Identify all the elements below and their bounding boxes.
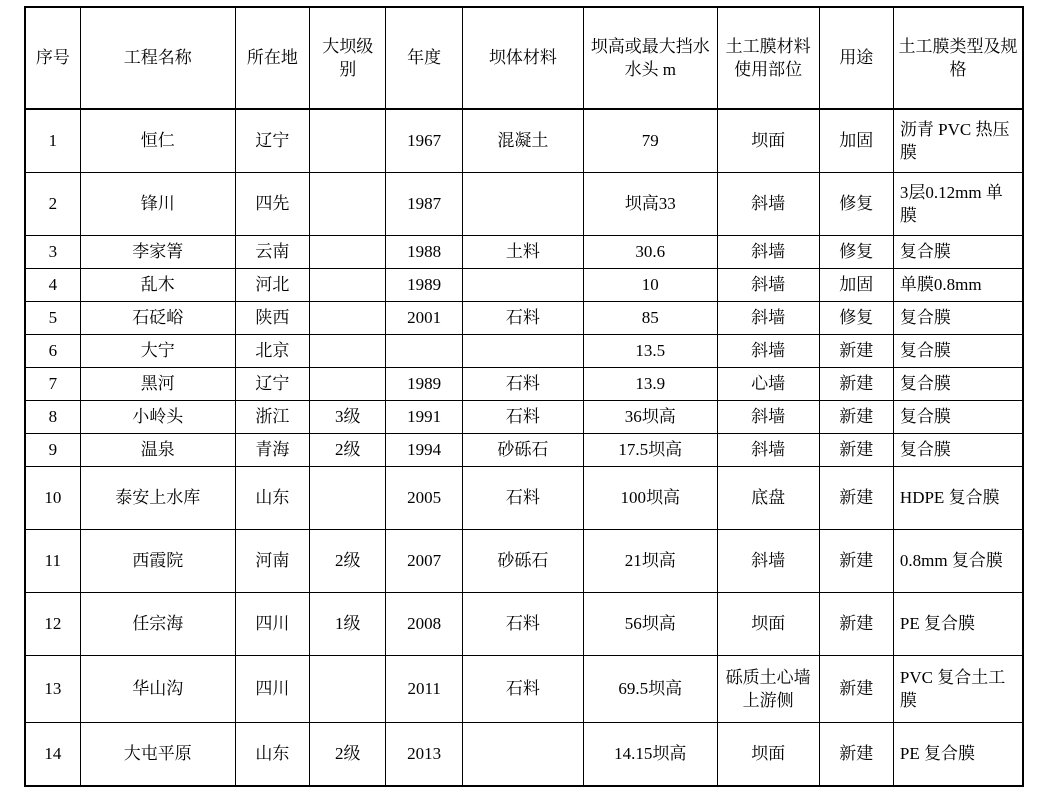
cell-location: 云南 <box>235 236 309 269</box>
cell-year: 2008 <box>386 593 462 656</box>
cell-grade <box>310 109 386 173</box>
cell-grade: 2级 <box>310 530 386 593</box>
cell-grade <box>310 269 386 302</box>
cell-location: 北京 <box>235 335 309 368</box>
cell-grade: 3级 <box>310 401 386 434</box>
cell-part: 底盘 <box>717 467 819 530</box>
cell-no: 1 <box>25 109 80 173</box>
cell-location: 四川 <box>235 593 309 656</box>
cell-material: 石料 <box>462 368 583 401</box>
cell-part: 坝面 <box>717 109 819 173</box>
cell-no: 12 <box>25 593 80 656</box>
cell-project: 大宁 <box>80 335 235 368</box>
column-header-type: 土工膜类型及规格 <box>893 7 1023 109</box>
cell-type: 复合膜 <box>893 236 1023 269</box>
cell-material: 砂砾石 <box>462 434 583 467</box>
cell-height: 85 <box>583 302 717 335</box>
cell-year: 2001 <box>386 302 462 335</box>
table-row <box>25 236 1023 269</box>
cell-type: PVC 复合土工膜 <box>893 656 1023 723</box>
table-row <box>25 401 1023 434</box>
cell-material <box>462 269 583 302</box>
cell-no: 4 <box>25 269 80 302</box>
cell-location: 陕西 <box>235 302 309 335</box>
cell-project: 小岭头 <box>80 401 235 434</box>
cell-height: 100坝高 <box>583 467 717 530</box>
table-row <box>25 467 1023 530</box>
cell-year: 2011 <box>386 656 462 723</box>
cell-type: 沥青 PVC 热压膜 <box>893 109 1023 173</box>
cell-height: 36坝高 <box>583 401 717 434</box>
cell-grade: 1级 <box>310 593 386 656</box>
geomembrane-projects-table <box>24 6 1024 787</box>
cell-location: 河北 <box>235 269 309 302</box>
cell-use: 加固 <box>819 269 893 302</box>
cell-type: 复合膜 <box>893 434 1023 467</box>
cell-grade: 2级 <box>310 723 386 787</box>
cell-no: 10 <box>25 467 80 530</box>
cell-use: 修复 <box>819 302 893 335</box>
cell-height: 17.5坝高 <box>583 434 717 467</box>
table-row <box>25 723 1023 787</box>
cell-use: 新建 <box>819 401 893 434</box>
cell-year: 2013 <box>386 723 462 787</box>
cell-no: 11 <box>25 530 80 593</box>
column-header-material: 坝体材料 <box>462 7 583 109</box>
cell-use: 新建 <box>819 593 893 656</box>
cell-location: 四先 <box>235 173 309 236</box>
table-row <box>25 368 1023 401</box>
column-header-location: 所在地 <box>235 7 309 109</box>
cell-height: 21坝高 <box>583 530 717 593</box>
column-header-height: 坝高或最大挡水水头 m <box>583 7 717 109</box>
cell-year: 1987 <box>386 173 462 236</box>
cell-use: 新建 <box>819 368 893 401</box>
cell-location: 浙江 <box>235 401 309 434</box>
cell-no: 6 <box>25 335 80 368</box>
table-row <box>25 109 1023 173</box>
cell-use: 新建 <box>819 467 893 530</box>
cell-type: PE 复合膜 <box>893 723 1023 787</box>
cell-height: 69.5坝高 <box>583 656 717 723</box>
cell-no: 8 <box>25 401 80 434</box>
table-row <box>25 269 1023 302</box>
cell-no: 7 <box>25 368 80 401</box>
cell-no: 13 <box>25 656 80 723</box>
cell-material: 石料 <box>462 302 583 335</box>
cell-material: 混凝土 <box>462 109 583 173</box>
cell-grade <box>310 173 386 236</box>
cell-material <box>462 723 583 787</box>
cell-use: 修复 <box>819 173 893 236</box>
cell-part: 斜墙 <box>717 335 819 368</box>
cell-project: 李家箐 <box>80 236 235 269</box>
cell-project: 温泉 <box>80 434 235 467</box>
cell-year: 1967 <box>386 109 462 173</box>
cell-location: 青海 <box>235 434 309 467</box>
cell-no: 9 <box>25 434 80 467</box>
cell-no: 3 <box>25 236 80 269</box>
cell-part: 斜墙 <box>717 173 819 236</box>
cell-height: 14.15坝高 <box>583 723 717 787</box>
cell-part: 斜墙 <box>717 434 819 467</box>
cell-project: 乱木 <box>80 269 235 302</box>
cell-material: 砂砾石 <box>462 530 583 593</box>
table-header <box>25 7 1023 109</box>
cell-grade: 2级 <box>310 434 386 467</box>
cell-grade <box>310 467 386 530</box>
cell-type: 0.8mm 复合膜 <box>893 530 1023 593</box>
table-row <box>25 593 1023 656</box>
table-row <box>25 530 1023 593</box>
cell-project: 泰安上水库 <box>80 467 235 530</box>
cell-year <box>386 335 462 368</box>
table-row <box>25 656 1023 723</box>
cell-location: 四川 <box>235 656 309 723</box>
cell-part: 坝面 <box>717 723 819 787</box>
cell-grade <box>310 368 386 401</box>
cell-part: 斜墙 <box>717 302 819 335</box>
cell-use: 新建 <box>819 335 893 368</box>
cell-project: 锋川 <box>80 173 235 236</box>
cell-year: 1988 <box>386 236 462 269</box>
cell-year: 2005 <box>386 467 462 530</box>
column-header-grade: 大坝级别 <box>310 7 386 109</box>
cell-use: 加固 <box>819 109 893 173</box>
cell-project: 西霞院 <box>80 530 235 593</box>
cell-part: 心墙 <box>717 368 819 401</box>
cell-height: 13.5 <box>583 335 717 368</box>
cell-location: 山东 <box>235 467 309 530</box>
cell-part: 坝面 <box>717 593 819 656</box>
cell-no: 5 <box>25 302 80 335</box>
column-header-use: 用途 <box>819 7 893 109</box>
cell-material: 石料 <box>462 401 583 434</box>
cell-location: 山东 <box>235 723 309 787</box>
cell-year: 1989 <box>386 368 462 401</box>
cell-use: 新建 <box>819 723 893 787</box>
cell-location: 河南 <box>235 530 309 593</box>
table-row <box>25 173 1023 236</box>
cell-location: 辽宁 <box>235 368 309 401</box>
cell-height: 13.9 <box>583 368 717 401</box>
cell-height: 坝高33 <box>583 173 717 236</box>
cell-material: 土料 <box>462 236 583 269</box>
cell-material: 石料 <box>462 593 583 656</box>
column-header-year: 年度 <box>386 7 462 109</box>
cell-part: 砾质土心墙上游侧 <box>717 656 819 723</box>
cell-material <box>462 335 583 368</box>
cell-type: 单膜0.8mm <box>893 269 1023 302</box>
table-header-row <box>25 7 1023 109</box>
cell-grade <box>310 656 386 723</box>
cell-location: 辽宁 <box>235 109 309 173</box>
cell-type: 复合膜 <box>893 302 1023 335</box>
cell-grade <box>310 236 386 269</box>
cell-type: 复合膜 <box>893 368 1023 401</box>
table-row <box>25 302 1023 335</box>
cell-type: 复合膜 <box>893 401 1023 434</box>
cell-project: 任宗海 <box>80 593 235 656</box>
table-row <box>25 434 1023 467</box>
cell-use: 新建 <box>819 530 893 593</box>
cell-project: 华山沟 <box>80 656 235 723</box>
cell-type: HDPE 复合膜 <box>893 467 1023 530</box>
cell-year: 1989 <box>386 269 462 302</box>
cell-part: 斜墙 <box>717 530 819 593</box>
cell-material <box>462 173 583 236</box>
cell-project: 石砭峪 <box>80 302 235 335</box>
cell-part: 斜墙 <box>717 236 819 269</box>
cell-type: 3层0.12mm 单膜 <box>893 173 1023 236</box>
cell-part: 斜墙 <box>717 401 819 434</box>
cell-height: 79 <box>583 109 717 173</box>
cell-project: 大屯平原 <box>80 723 235 787</box>
cell-use: 修复 <box>819 236 893 269</box>
cell-year: 1994 <box>386 434 462 467</box>
cell-material: 石料 <box>462 467 583 530</box>
column-header-part: 土工膜材料使用部位 <box>717 7 819 109</box>
cell-use: 新建 <box>819 656 893 723</box>
cell-project: 黑河 <box>80 368 235 401</box>
table-body <box>25 109 1023 786</box>
column-header-project: 工程名称 <box>80 7 235 109</box>
column-header-no: 序号 <box>25 7 80 109</box>
cell-type: 复合膜 <box>893 335 1023 368</box>
cell-height: 56坝高 <box>583 593 717 656</box>
cell-grade <box>310 302 386 335</box>
cell-year: 2007 <box>386 530 462 593</box>
cell-part: 斜墙 <box>717 269 819 302</box>
table-row <box>25 335 1023 368</box>
cell-use: 新建 <box>819 434 893 467</box>
cell-grade <box>310 335 386 368</box>
cell-height: 30.6 <box>583 236 717 269</box>
cell-project: 恒仁 <box>80 109 235 173</box>
cell-no: 14 <box>25 723 80 787</box>
cell-type: PE 复合膜 <box>893 593 1023 656</box>
cell-year: 1991 <box>386 401 462 434</box>
cell-no: 2 <box>25 173 80 236</box>
cell-material: 石料 <box>462 656 583 723</box>
cell-height: 10 <box>583 269 717 302</box>
